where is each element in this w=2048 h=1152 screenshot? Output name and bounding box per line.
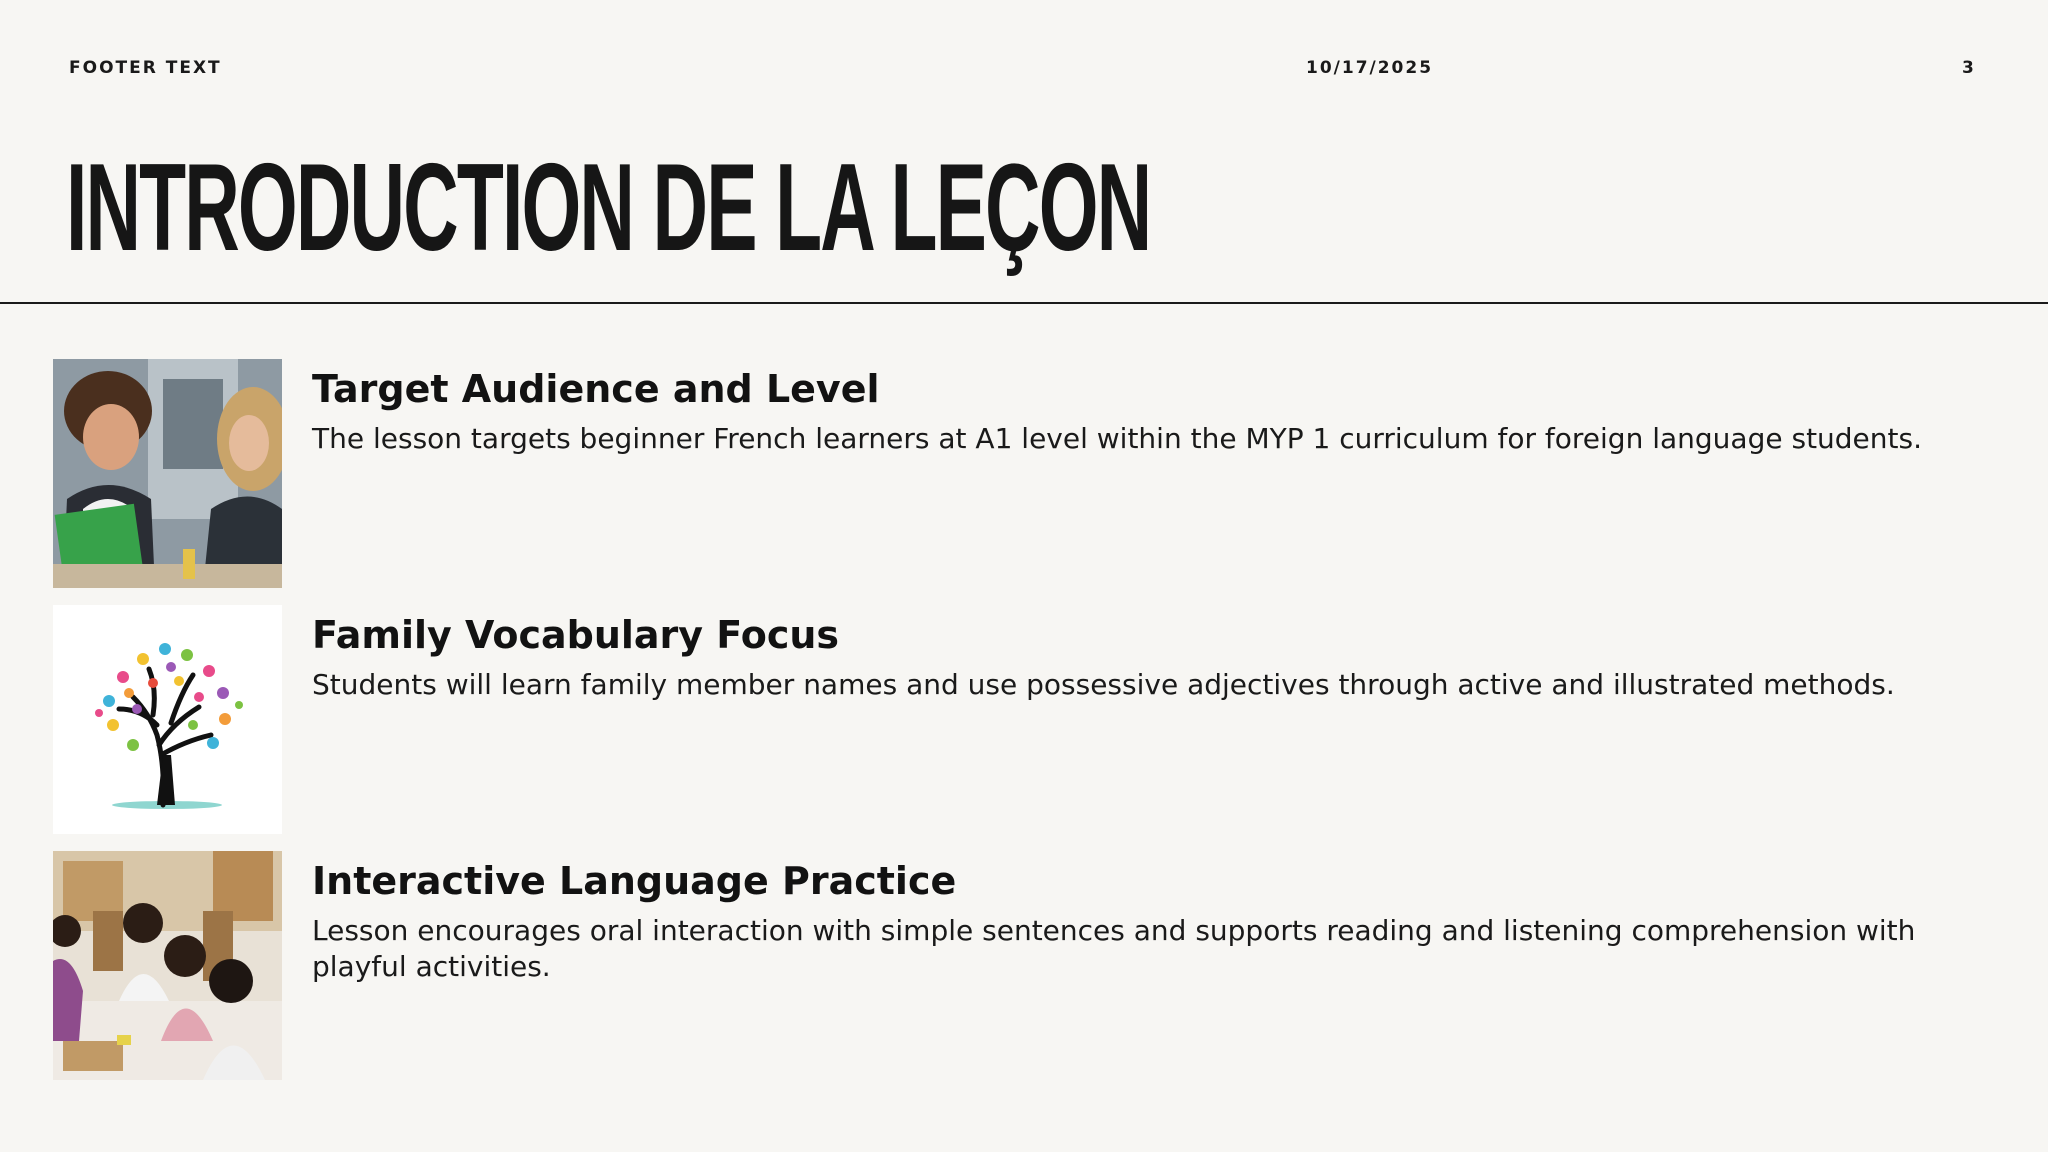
item-description: Students will learn family member names and use possessive adjectives through active and illustrated methods. [312,668,1895,701]
footer-text: FOOTER TEXT [69,58,222,78]
title-divider [0,302,2048,304]
teacher-student-reading-photo [53,359,282,588]
children-classroom-photo [53,851,282,1080]
slide-title: INTRODUCTION DE LA LEÇON [66,139,1151,277]
content-item-interactive-practice [53,851,2013,1081]
content-item-target-audience [53,359,2013,589]
item-description: Lesson encourages oral interaction with simple sentences and supports reading and listening comprehension with playful activities. [312,914,1916,983]
content-item-family-vocabulary [53,605,2013,835]
item-title: Target Audience and Level [312,367,880,411]
page-number: 3 [1962,58,1976,78]
item-description: The lesson targets beginner French learners at A1 level within the MYP 1 curriculum for foreign language students. [312,422,1922,455]
item-title: Family Vocabulary Focus [312,613,840,657]
item-title: Interactive Language Practice [312,859,957,903]
colorful-tree-illustration [53,605,282,834]
date-text: 10/17/2025 [1306,58,1434,78]
